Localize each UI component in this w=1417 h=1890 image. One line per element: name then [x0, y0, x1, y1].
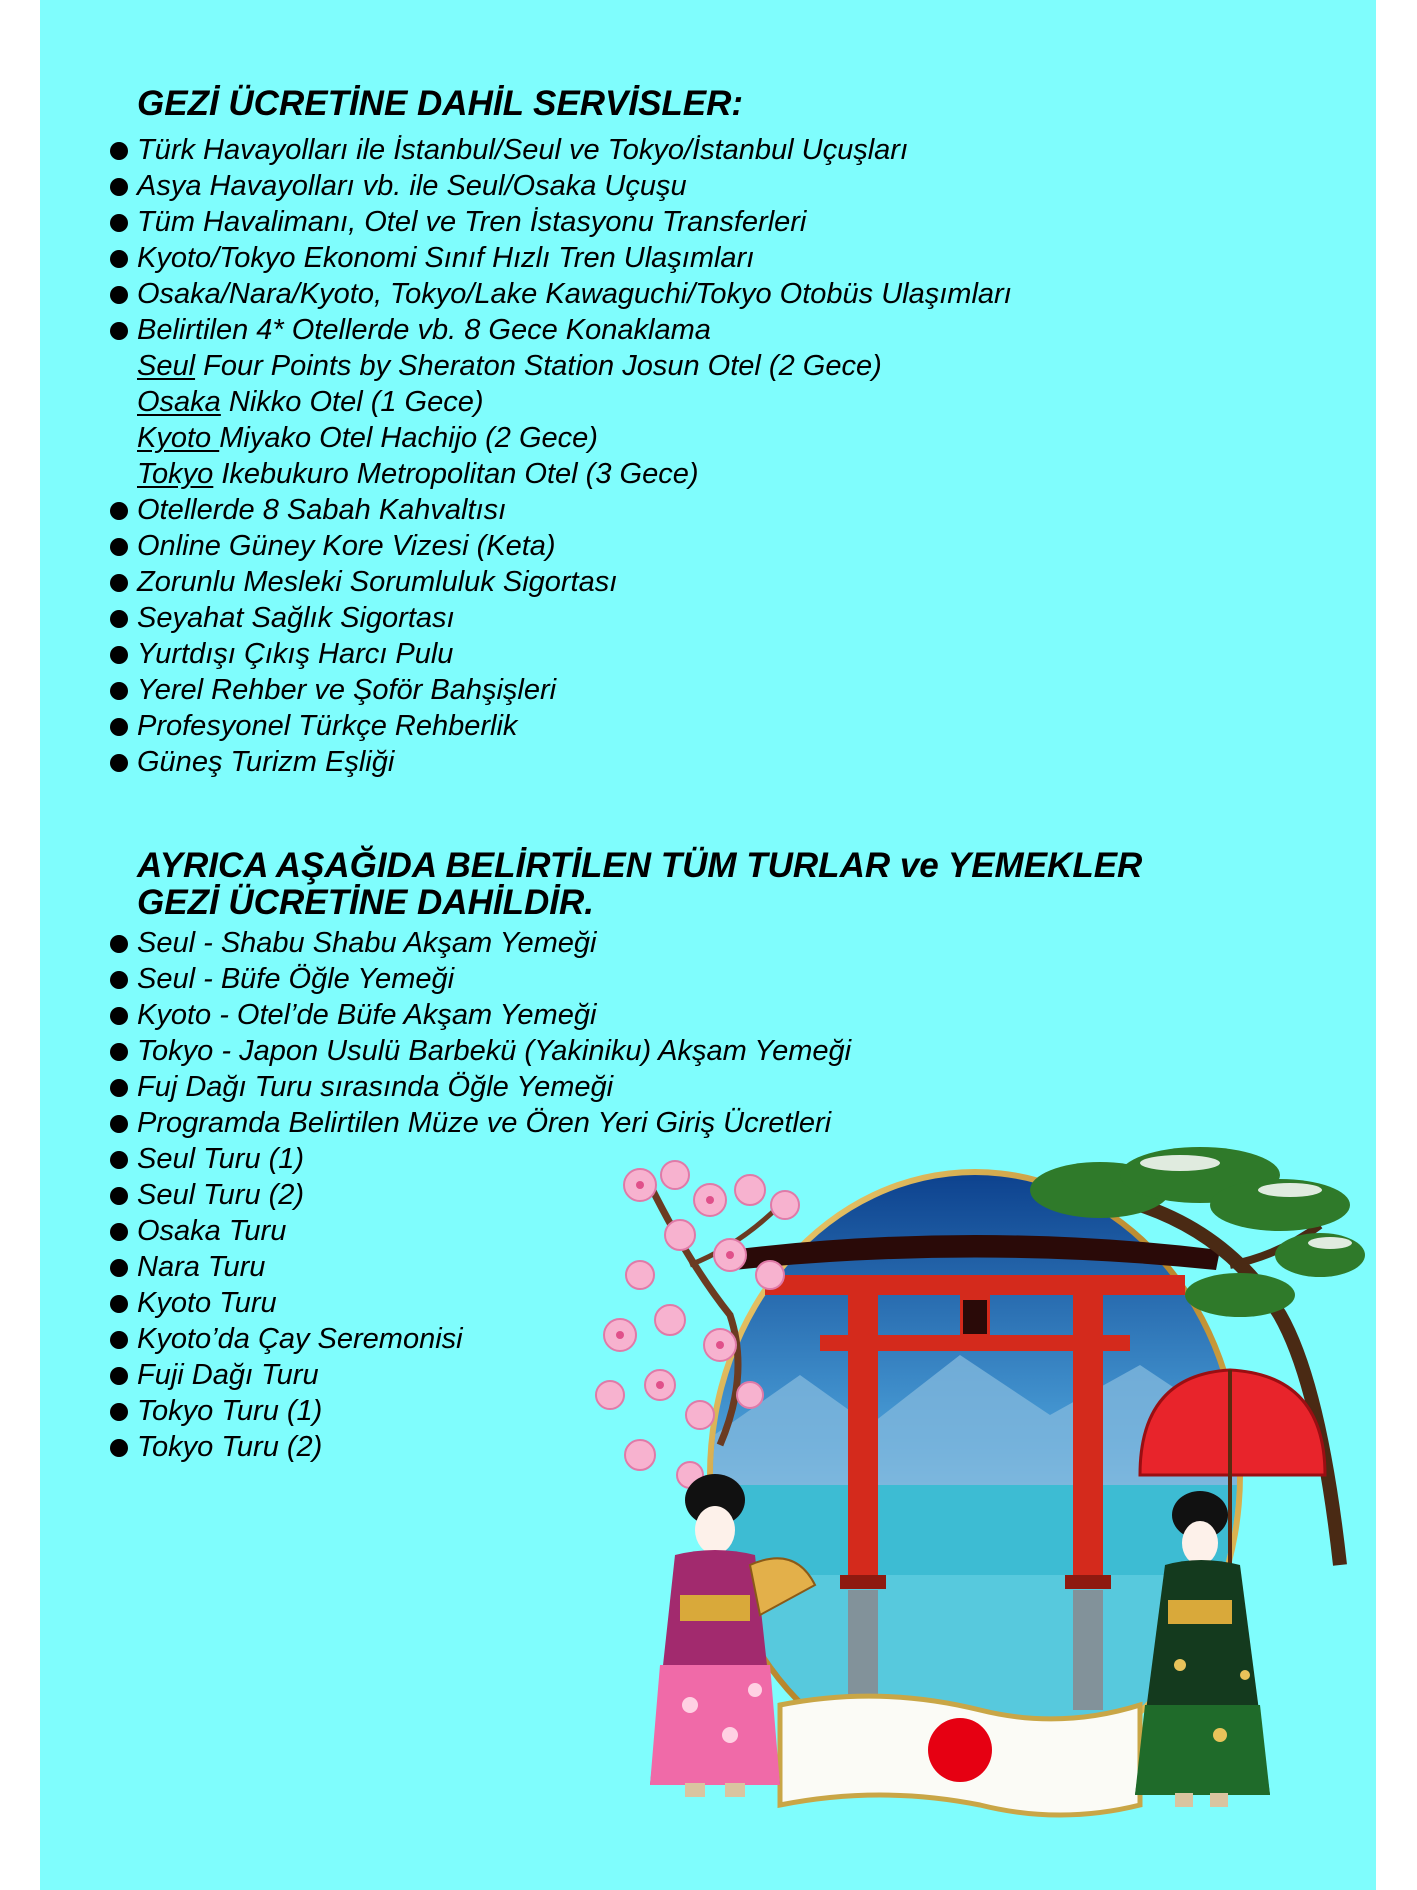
list-item: Fuj Dağı Turu sırasında Öğle Yemeği	[0, 1069, 851, 1105]
list-item: Profesyonel Türkçe Rehberlik	[0, 708, 1012, 744]
bullet-icon	[110, 971, 128, 989]
bullet-icon	[110, 1403, 128, 1421]
hotel-name: Nikko Otel (1 Gece)	[220, 386, 484, 418]
bullet-icon	[110, 1043, 128, 1061]
bullet-icon	[110, 1295, 128, 1313]
bullet-icon	[110, 754, 128, 772]
bullet-icon	[110, 1439, 128, 1457]
bullet-icon	[110, 142, 128, 160]
list-item: Online Güney Kore Vizesi (Keta)	[0, 528, 1012, 564]
list-item: Tokyo Turu (2)	[0, 1429, 851, 1465]
bullet-icon	[110, 1187, 128, 1205]
list-item: Seul - Büfe Öğle Yemeği	[0, 961, 851, 997]
list-item: Osaka/Nara/Kyoto, Tokyo/Lake Kawaguchi/Tokyo Otobüs Ulaşımları	[0, 276, 1012, 312]
bullet-icon	[110, 502, 128, 520]
japan-illustration	[580, 1145, 1370, 1825]
hotel-name: Four Points by Sheraton Station Josun Otel (2 Gece)	[195, 350, 882, 382]
list-item: Belirtilen 4* Otellerde vb. 8 Gece Konaklama	[0, 312, 1012, 348]
bullet-icon	[110, 574, 128, 592]
hotel-city: Kyoto	[137, 422, 220, 454]
list-item: Programda Belirtilen Müze ve Ören Yeri Giriş Ücretleri	[0, 1105, 851, 1141]
bullet-icon	[110, 322, 128, 340]
list-item: Yurtdışı Çıkış Harcı Pulu	[0, 636, 1012, 672]
list-item: Kyoto Turu	[0, 1285, 851, 1321]
hotel-line	[0, 456, 1012, 492]
hotel-name: Miyako Otel Hachijo (2 Gece)	[219, 422, 598, 454]
bullet-icon	[110, 610, 128, 628]
bullet-icon	[110, 538, 128, 556]
list-item: Kyoto - Otel’de Büfe Akşam Yemeği	[0, 997, 851, 1033]
included-tours-heading: AYRICA AŞAĞIDA BELİRTİLEN TÜM TURLAR ve YEMEKLER GEZİ ÜCRETİNE DAHİLDİR.	[137, 846, 1143, 922]
list-item: Tüm Havalimanı, Otel ve Tren İstasyonu Transferleri	[0, 204, 1012, 240]
list-item: Nara Turu	[0, 1249, 851, 1285]
bullet-icon	[110, 718, 128, 736]
list-item: Fuji Dağı Turu	[0, 1357, 851, 1393]
list-item: Seul Turu (1)	[0, 1141, 851, 1177]
hotel-city: Tokyo	[137, 458, 214, 490]
list-item: Osaka Turu	[0, 1213, 851, 1249]
list-item: Asya Havayolları vb. ile Seul/Osaka Uçuşu	[0, 168, 1012, 204]
list-item: Yerel Rehber ve Şoför Bahşişleri	[0, 672, 1012, 708]
bullet-icon	[110, 1223, 128, 1241]
bullet-icon	[110, 1259, 128, 1277]
bullet-icon	[110, 250, 128, 268]
hotel-city: Osaka	[137, 386, 221, 418]
list-item: Kyoto/Tokyo Ekonomi Sınıf Hızlı Tren Ulaşımları	[0, 240, 1012, 276]
list-item: Seul - Shabu Shabu Akşam Yemeği	[0, 925, 851, 961]
bullet-icon	[110, 1079, 128, 1097]
list-item: Tokyo Turu (1)	[0, 1393, 851, 1429]
list-item: Tokyo - Japon Usulü Barbekü (Yakiniku) Akşam Yemeği	[0, 1033, 851, 1069]
list-item: Türk Havayolları ile İstanbul/Seul ve Tokyo/İstanbul Uçuşları	[0, 132, 1012, 168]
bullet-icon	[110, 1331, 128, 1349]
bullet-icon	[110, 178, 128, 196]
list-item: Güneş Turizm Eşliği	[0, 744, 1012, 780]
hotel-line	[0, 348, 1012, 384]
bullet-icon	[110, 682, 128, 700]
bullet-icon	[110, 646, 128, 664]
hotel-name: Ikebukuro Metropolitan Otel (3 Gece)	[213, 458, 699, 490]
bullet-icon	[110, 214, 128, 232]
list-item: Zorunlu Mesleki Sorumluluk Sigortası	[0, 564, 1012, 600]
list-item: Seul Turu (2)	[0, 1177, 851, 1213]
included-services-heading: GEZİ ÜCRETİNE DAHİL SERVİSLER:	[137, 84, 744, 123]
bullet-icon	[110, 1007, 128, 1025]
included-services-list	[0, 132, 1012, 780]
bullet-icon	[110, 1151, 128, 1169]
bullet-icon	[110, 1115, 128, 1133]
bullet-icon	[110, 286, 128, 304]
geisha-with-umbrella	[1135, 1370, 1325, 1807]
hotel-line	[0, 420, 1012, 456]
bullet-icon	[110, 1367, 128, 1385]
list-item: Seyahat Sağlık Sigortası	[0, 600, 1012, 636]
list-item: Kyoto’da Çay Seremonisi	[0, 1321, 851, 1357]
hotel-line	[0, 384, 1012, 420]
hotel-city: Seul	[137, 350, 196, 382]
list-item: Otellerde 8 Sabah Kahvaltısı	[0, 492, 1012, 528]
bullet-icon	[110, 935, 128, 953]
